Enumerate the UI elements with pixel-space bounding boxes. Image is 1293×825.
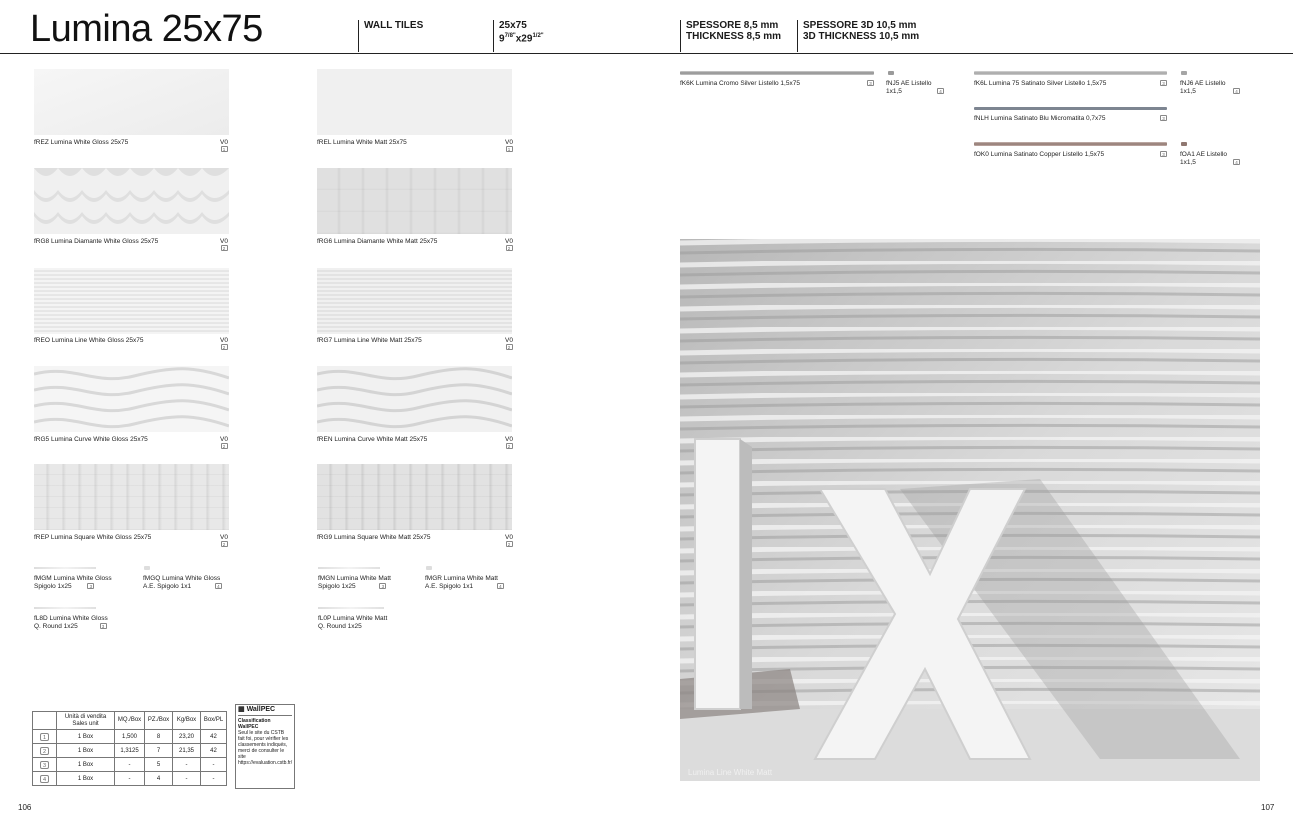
thickness-it: SPESSORE 8,5 mm: [686, 20, 779, 31]
table-cell: -: [201, 758, 227, 772]
trim-caption: [318, 615, 387, 630]
unit-badge: 2: [221, 344, 228, 350]
trim-line1: fMGM Lumina White Gloss: [34, 575, 112, 582]
grade-text: V0: [220, 337, 228, 344]
tile-grade: [503, 337, 515, 351]
table-cell: 1 Box: [57, 744, 115, 758]
table-cell: -: [173, 758, 201, 772]
angle-line1: fNJ6 AE Listello: [1180, 80, 1226, 87]
trim-line2: Spigolo 1x25: [318, 582, 356, 590]
wallpec-text: Seul le site du CSTB fait foi, pour vérifier les classements indiqués, merci de consulter le site https://evaluation.cstb.fr/: [238, 730, 293, 766]
listello-caption: [680, 80, 874, 88]
angle-line1: fOA1 AE Listello: [1180, 151, 1227, 158]
table-cell: 42: [201, 744, 227, 758]
tile-image-diamante-gloss: [34, 168, 229, 234]
trim-caption: [143, 575, 222, 590]
diamante-pattern: [34, 168, 229, 234]
tile-image-square-matt: [317, 464, 512, 530]
tile-image-curve-matt: [317, 366, 512, 432]
table-header: PZ./Box: [145, 712, 173, 730]
unit-badge: 1: [506, 146, 513, 152]
trim-image: [318, 567, 380, 569]
tile-caption: fREL Lumina White Matt 25x75: [317, 139, 407, 146]
table-cell: [33, 730, 57, 744]
trim-line1: fMGR Lumina White Matt: [425, 575, 498, 582]
tile-image-line-matt: [317, 268, 512, 334]
table-cell: 1 Box: [57, 730, 115, 744]
trim-line2: Q. Round 1x25: [318, 622, 362, 630]
angle-piece-image: [888, 71, 894, 75]
unit-badge: 3: [867, 80, 874, 86]
grade-text: V0: [220, 139, 228, 146]
listello-caption: [974, 151, 1167, 159]
trim-image: [34, 567, 96, 569]
table-cell: -: [115, 772, 145, 786]
grade-text: V0: [505, 534, 513, 541]
table-cell: [33, 744, 57, 758]
table-header: Kg/Box: [173, 712, 201, 730]
trim-corner-image: [426, 566, 432, 570]
grade-text: V0: [220, 238, 228, 245]
format-inch-b-frac: 1/2": [532, 33, 544, 39]
curve-pattern: [34, 366, 229, 432]
category-label: [358, 20, 423, 52]
tile-image-diamante-matt: [317, 168, 512, 234]
tile-caption: fRG7 Lumina Line White Matt 25x75: [317, 337, 422, 344]
tile-grade: [503, 139, 515, 153]
unit-badge: 3: [100, 623, 107, 629]
table-cell: 4: [145, 772, 173, 786]
unit-badge: 2: [506, 443, 513, 449]
table-cell: -: [173, 772, 201, 786]
trim-caption: [34, 575, 112, 590]
tile-grade: [218, 534, 230, 548]
angle-piece-image: [1181, 142, 1187, 146]
table-header: [33, 712, 57, 730]
table-row: [33, 744, 227, 758]
table-cell: [33, 758, 57, 772]
grade-text: V0: [220, 436, 228, 443]
unit-badge: 3: [1160, 151, 1167, 157]
angle-line2: 1x1,5: [886, 87, 902, 95]
wallpec-logo: ▦ WallPEC: [238, 707, 292, 716]
wallpec-box: [235, 704, 295, 789]
unit-badge: 3: [1160, 80, 1167, 86]
photo-scene: [680, 239, 1260, 781]
angle-caption: [1180, 151, 1240, 166]
format-label: [493, 20, 544, 52]
sales-unit-table: [32, 711, 227, 786]
tile-grade: [503, 436, 515, 450]
tile-caption: fRG9 Lumina Square White Matt 25x75: [317, 534, 431, 541]
tile-grade: [218, 337, 230, 351]
listello-caption: [974, 115, 1167, 123]
table-cell: 1,500: [115, 730, 145, 744]
grade-text: V0: [505, 337, 513, 344]
table-cell: 1 Box: [57, 772, 115, 786]
table-cell: -: [201, 772, 227, 786]
tile-grade: [503, 534, 515, 548]
table-header: Box/PL: [201, 712, 227, 730]
table-cell: -: [115, 758, 145, 772]
unit-badge: 4: [937, 88, 944, 94]
trim-line1: fL8D Lumina White Gloss: [34, 615, 108, 622]
trim-corner-image: [144, 566, 150, 570]
unit-badge: 2: [40, 747, 49, 755]
unit-badge: 2: [506, 245, 513, 251]
trim-caption: [425, 575, 504, 590]
trim-line2: Spigolo 1x25: [34, 582, 72, 590]
thickness3d-en: 3D THICKNESS 10,5 mm: [803, 31, 920, 42]
tile-grade: [218, 436, 230, 450]
table-row: [33, 758, 227, 772]
wallpec-title: Classification WallPEC: [238, 718, 271, 730]
page-number-left: 106: [18, 803, 32, 812]
unit-badge: 4: [40, 775, 49, 783]
tile-caption: fRG8 Lumina Diamante White Gloss 25x75: [34, 238, 159, 245]
listello-image-cromo: [680, 71, 874, 75]
unit-badge: 4: [1233, 88, 1240, 94]
thickness-en: THICKNESS 8,5 mm: [686, 31, 782, 42]
unit-badge: 3: [87, 583, 94, 589]
table-header: MQ./Box: [115, 712, 145, 730]
table-header: Unità di vendita Sales unit: [57, 712, 115, 730]
unit-badge: 1: [40, 733, 49, 741]
angle-piece-image: [1181, 71, 1187, 75]
tile-caption: fREN Lumina Curve White Matt 25x75: [317, 436, 428, 443]
listello-image-satinato-silver: [974, 71, 1167, 75]
trim-image: [34, 607, 96, 609]
angle-line2: 1x1,5: [1180, 158, 1196, 166]
listello-label: fNLH Lumina Satinato Blu Micromatita 0,7x75: [974, 115, 1106, 122]
listello-label: fOK0 Lumina Satinato Copper Listello 1,5x75: [974, 151, 1105, 158]
page-header: [0, 0, 1293, 54]
trim-line2: Q. Round 1x25: [34, 622, 78, 630]
thickness3d-label: [797, 20, 919, 52]
tile-image-white-matt: [317, 69, 512, 135]
tile-image-curve-gloss: [34, 366, 229, 432]
unit-badge: 2: [221, 245, 228, 251]
page-number-right: 107: [1261, 803, 1275, 812]
trim-line2: A.E. Spigolo 1x1: [425, 582, 474, 590]
tile-grade: [218, 238, 230, 252]
thickness3d-it: SPESSORE 3D 10,5 mm: [803, 20, 917, 31]
angle-line2: 1x1,5: [1180, 87, 1196, 95]
grade-text: V0: [505, 238, 513, 245]
unit-badge: 4: [497, 583, 504, 589]
tile-caption: fREO Lumina Line White Gloss 25x75: [34, 337, 144, 344]
tile-caption: fRG5 Lumina Curve White Gloss 25x75: [34, 436, 148, 443]
listello-label: fK6K Lumina Cromo Silver Listello 1,5x75: [680, 80, 800, 87]
table-cell: 8: [145, 730, 173, 744]
angle-line1: fNJ5 AE Listello: [886, 80, 932, 87]
trim-image: [318, 607, 384, 609]
listello-image-blu: [974, 107, 1167, 110]
tile-caption: fREP Lumina Square White Gloss 25x75: [34, 534, 152, 541]
tile-grade: [218, 139, 230, 153]
angle-caption: [1180, 80, 1240, 95]
wallpec-logo-text: WallPEC: [246, 706, 276, 713]
ambient-photo: [680, 239, 1260, 781]
unit-badge: 2: [221, 541, 228, 547]
table-cell: [33, 772, 57, 786]
angle-caption: [886, 80, 944, 95]
grade-text: V0: [505, 436, 513, 443]
tile-image-square-gloss: [34, 464, 229, 530]
unit-badge: 2: [506, 541, 513, 547]
format-inch-x: x29: [515, 33, 533, 45]
trim-caption: [34, 615, 108, 630]
table-row: [33, 730, 227, 744]
tile-image-white-gloss: [34, 69, 229, 135]
trim-line1: fL0P Lumina White Matt: [318, 615, 388, 622]
photo-caption: Lumina Line White Matt: [688, 768, 773, 777]
grade-text: V0: [220, 534, 228, 541]
trim-line2: A.E. Spigolo 1x1: [143, 582, 192, 590]
table-cell: 1,3125: [115, 744, 145, 758]
table-cell: 21,35: [173, 744, 201, 758]
unit-badge: 3: [1160, 115, 1167, 121]
format-cm: 25x75: [499, 20, 527, 31]
listello-label: fK6L Lumina 75 Satinato Silver Listello 1,5x75: [974, 80, 1107, 87]
table-cell: 42: [201, 730, 227, 744]
category-text: WALL TILES: [364, 20, 424, 31]
unit-badge: 4: [1233, 159, 1240, 165]
table-cell: 23,20: [173, 730, 201, 744]
collection-title: Lumina 25x75: [30, 8, 263, 50]
grade-text: V0: [505, 139, 513, 146]
table-row: [33, 772, 227, 786]
curve-pattern: [317, 366, 512, 432]
unit-badge: 3: [40, 761, 49, 769]
format-inch-a-frac: 7/8": [504, 33, 516, 39]
trim-caption: [318, 575, 391, 590]
unit-badge: 2: [221, 443, 228, 449]
unit-badge: 3: [379, 583, 386, 589]
listello-image-copper: [974, 142, 1167, 146]
unit-badge: 1: [221, 146, 228, 152]
tile-image-line-gloss: [34, 268, 229, 334]
trim-line1: fMGQ Lumina White Gloss: [143, 575, 221, 582]
table-cell: 7: [145, 744, 173, 758]
table-cell: 1 Box: [57, 758, 115, 772]
thickness-label: [680, 20, 781, 52]
unit-badge: 4: [215, 583, 222, 589]
tile-grade: [503, 238, 515, 252]
trim-line1: fMGN Lumina White Matt: [318, 575, 391, 582]
listello-caption: [974, 80, 1167, 88]
tile-caption: fREZ Lumina White Gloss 25x75: [34, 139, 129, 146]
tile-caption: fRG6 Lumina Diamante White Matt 25x75: [317, 238, 438, 245]
table-cell: 5: [145, 758, 173, 772]
table-header-row: [33, 712, 227, 730]
format-inch-a: 9: [499, 33, 505, 45]
unit-badge: 2: [506, 344, 513, 350]
format-inch: [499, 31, 544, 44]
